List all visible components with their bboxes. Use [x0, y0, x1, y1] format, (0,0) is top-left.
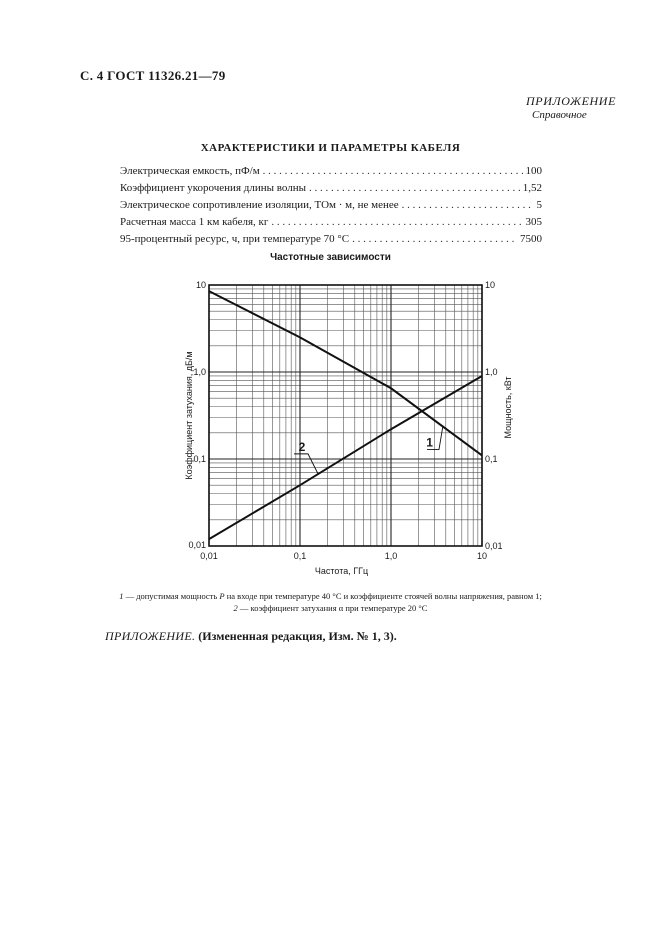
chart-title: Частотные зависимости [270, 252, 391, 263]
x-tick-label: 1,0 [384, 551, 398, 561]
spec-label: Электрическое сопротивление изоляции, ТОм · м, не менее [120, 199, 399, 211]
x-tick-label: 0,1 [293, 551, 307, 561]
amendment-note [105, 629, 397, 644]
spec-value: 5 [536, 199, 542, 211]
series-2-label: 2 [298, 439, 306, 454]
plot-frame [209, 285, 482, 546]
x-tick-label: 0,01 [200, 551, 218, 561]
y-axis-label: Коэффициент затухания, дБ/м [184, 351, 194, 480]
note-1-number: 1 [119, 591, 124, 601]
x-tick-label: 10 [476, 551, 488, 561]
series-line-1 [209, 291, 482, 455]
y2-tick-label: 0,01 [485, 541, 503, 551]
appendix-sublabel: Справочное [532, 109, 587, 121]
y-tick-label: 10 [195, 280, 206, 290]
spec-label: Коэффициент укорочения длины волны [120, 182, 306, 194]
spec-label: 95-процентный ресурс, ч, при температуре 70 °С [120, 233, 350, 245]
amendment-label: ПРИЛОЖЕНИЕ. [105, 629, 196, 643]
spec-label: Электрическая емкость, пФ/м [120, 165, 260, 177]
spec-label: Расчетная масса 1 км кабеля, кг [120, 216, 269, 228]
y2-axis-label: Мощность, кВт [503, 376, 513, 439]
spec-value: 1,52 [522, 182, 542, 194]
spec-value: 305 [525, 216, 542, 228]
y2-tick-label: 0,1 [485, 454, 498, 464]
section-title: ХАРАКТЕРИСТИКИ И ПАРАМЕТРЫ КАБЕЛЯ [200, 142, 461, 154]
note-line-1 [0, 590, 661, 602]
chart-notes [0, 590, 661, 614]
spec-value: 100 [525, 165, 542, 177]
x-axis-label: Частота, ГГц [314, 566, 369, 576]
note-line-2 [0, 602, 661, 614]
note-1-symbol: P [219, 591, 225, 601]
y-tick-label: 1,0 [193, 367, 206, 377]
amendment-text: (Измененная редакция, Изм. № 1, 3). [195, 629, 397, 643]
series-1-label: 1 [426, 435, 433, 450]
page-header: С. 4 ГОСТ 11326.21—79 [80, 68, 226, 83]
y-tick-label: 0,01 [188, 540, 206, 550]
note-1-text-a: — допустимая мощность [123, 591, 220, 601]
note-2-number: 2 [233, 603, 238, 613]
y2-tick-label: 1,0 [485, 367, 498, 377]
chart-grid [209, 285, 482, 546]
y2-tick-label: 10 [485, 280, 496, 290]
note-2-text: — коэффициент затухания α при температуре 20 °С [237, 603, 428, 613]
series-2-leader [294, 454, 318, 474]
appendix-label: ПРИЛОЖЕНИЕ [526, 94, 616, 108]
y-tick-label: 0,1 [193, 454, 206, 464]
spec-value: 7500 [520, 233, 542, 245]
series-line-2 [209, 376, 482, 539]
note-1-text-b: на входе при температуре 40 °С и коэффициенте стоячей волны напряжения, равном 1; [224, 591, 542, 601]
